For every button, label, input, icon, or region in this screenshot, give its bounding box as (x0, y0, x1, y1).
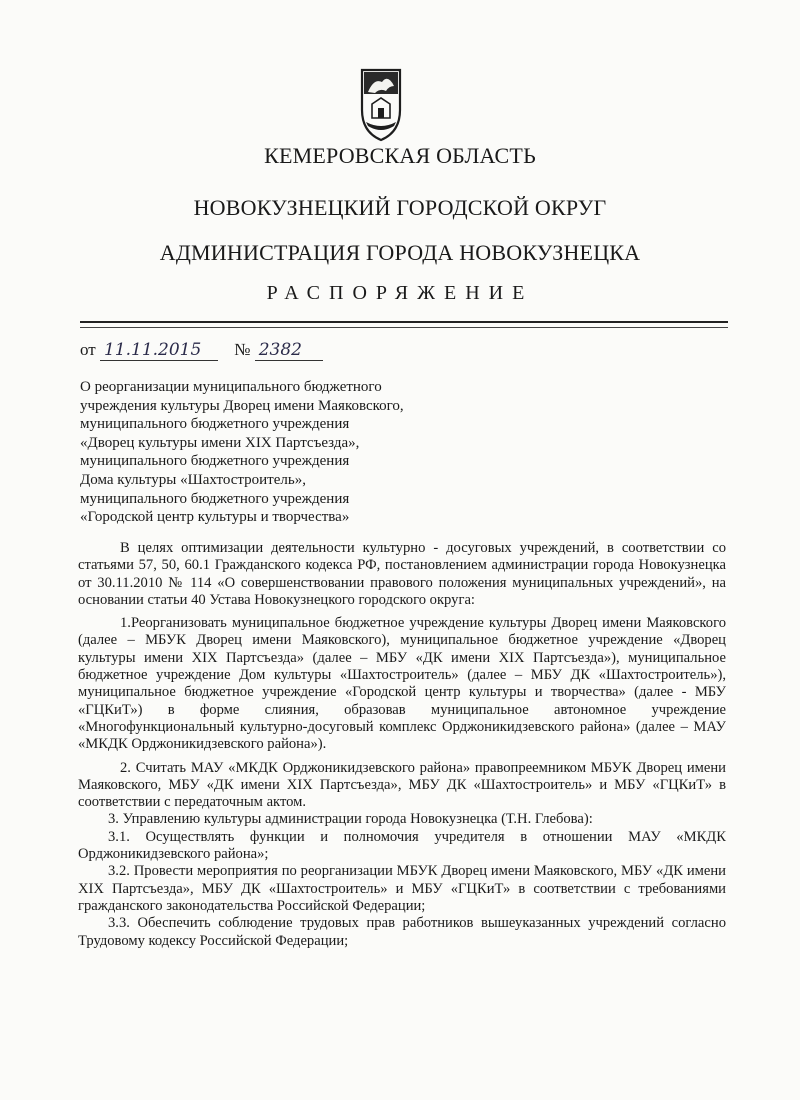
subject-line: О реорганизации муниципального бюджетного (80, 379, 382, 395)
subject-line: муниципального бюджетного учреждения (80, 416, 350, 433)
clause-3: 3. Управлению культуры администрации города Новокузнецка (Т.Н. Глебова): (108, 811, 593, 828)
clause-1: 1.Реорганизовать муниципальное бюджетное учреждение культуры Дворец имени Маяковского (далее – МБУК Дворец имени Маяковского), муниципальное бюджетное учреждение «Дворец культуры имени XIX Партсъезда» (далее – МБУ «ДК имени XIX Партсъезда»), муниципальное бюджетное учреждение Дом культуры «Шахтостроитель» (далее – МБУ ДК «Шахтостроитель»), муниципальное бюджетное учреждение «Городской центр культуры и творчества» (далее - МБУ «ГЦКиТ») в форме слияния, образовав муниципальное автономное учреждение «Многофункциональный культурно-досуговый комплекс Орджоникидзевского района» (далее – МАУ «МКДК Орджоникидзевского района»). (78, 615, 726, 753)
subject-line: «Дворец культуры имени XIX Партсъезда», (80, 434, 360, 451)
document-body (78, 540, 726, 950)
district-heading: НОВОКУЗНЕЦКИЙ ГОРОДСКОЙ ОКРУГ (193, 195, 607, 220)
subject-line: Дома культуры «Шахтостроитель», (80, 471, 306, 488)
document-type-heading: РАСПОРЯЖЕНИЕ (266, 282, 534, 304)
date-label: от (80, 340, 96, 359)
header-divider-thick (80, 321, 728, 323)
document-date-number-line (80, 340, 335, 361)
clause-3-3: 3.3. Обеспечить соблюдение трудовых прав работников вышеуказанных учреждений согласно Трудовому кодексу Российской Федерации; (78, 915, 726, 949)
document-date: 11.11.2015 (100, 340, 218, 361)
administration-heading: АДМИНИСТРАЦИЯ ГОРОДА НОВОКУЗНЕЦКА (159, 240, 641, 265)
subject-line: учреждения культуры Дворец имени Маяковского, (80, 397, 404, 414)
preamble-paragraph: В целях оптимизации деятельности культурно - досуговых учреждений, в соответствии со статьями 57, 50, 60.1 Гражданского кодекса РФ, постановлением администрации города Новокузнецка от 30.11.2010 № 114 «О совершенствовании правового положения муниципальных учреждений», на основании статьи 40 Устава Новокузнецкого городского округа: (78, 540, 726, 608)
document-subject (80, 378, 404, 527)
clause-3-1: 3.1. Осуществлять функции и полномочия учредителя в отношении МАУ «МКДК Орджоникидзевского района»; (78, 828, 726, 863)
document-number: 2382 (255, 340, 323, 361)
clause-2: 2. Считать МАУ «МКДК Орджоникидзевского района» правопреемником МБУК Дворец имени Маяковского, МБУ «ДК имени XIX Партсъезда», МБУ ДК «Шахтостроитель» и МБУ «ГЦКиТ» в соответствии с передаточным актом. (78, 759, 726, 811)
subject-line: «Городской центр культуры и творчества» (80, 509, 350, 526)
city-coat-of-arms-icon (358, 64, 404, 142)
subject-line: муниципального бюджетного учреждения (80, 490, 350, 507)
region-heading: КЕМЕРОВСКАЯ ОБЛАСТЬ (264, 143, 536, 168)
number-label: № (234, 340, 251, 359)
subject-line: муниципального бюджетного учреждения (80, 453, 350, 470)
clause-3-2: 3.2. Провести мероприятия по реорганизации МБУК Дворец имени Маяковского, МБУ «ДК имени XIX Партсъезда», МБУ ДК «Шахтостроитель» и МБУ «ГЦКиТ» в соответствии с требованиями гражданского законодательства Российской Федерации; (78, 863, 726, 914)
header-divider-thin (80, 327, 728, 328)
